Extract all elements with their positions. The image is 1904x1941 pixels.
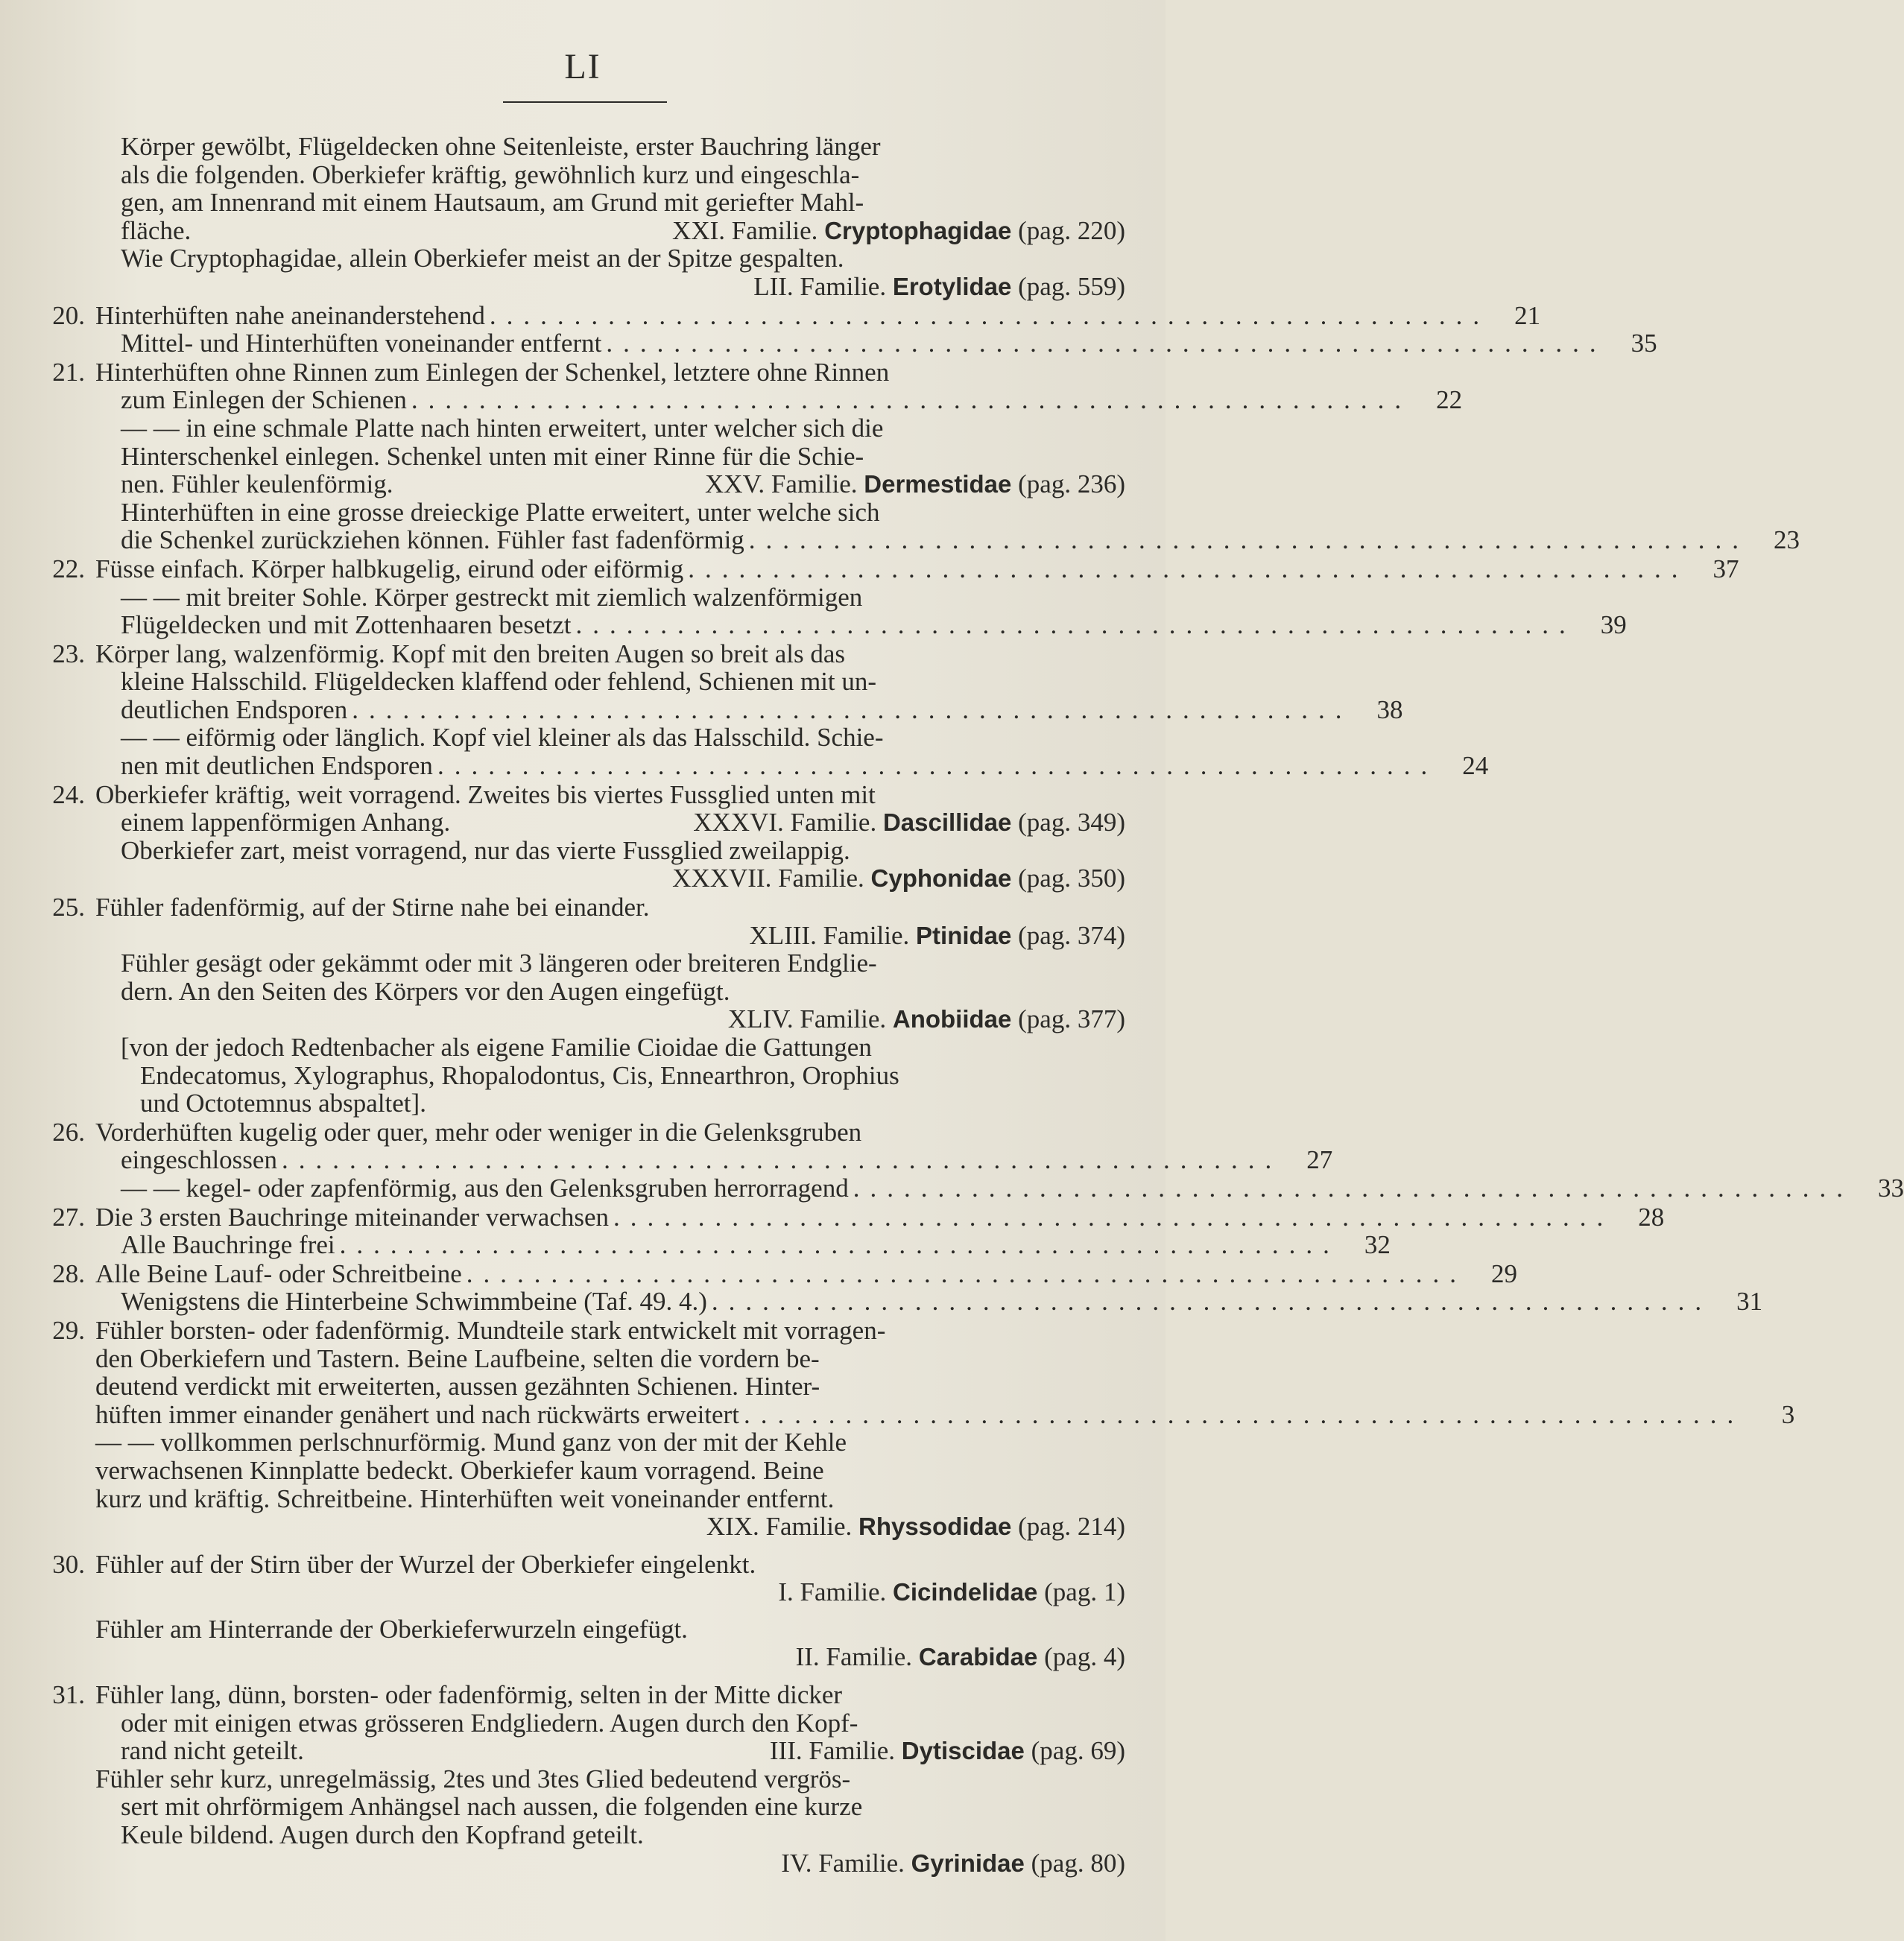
lead-number: 3 [1781, 1399, 1795, 1429]
entry-text: Die 3 ersten Bauchringe miteinander verwachsen [95, 1202, 610, 1232]
entry-text: Fühler am Hinterrande der Oberkieferwurzeln eingefügt. [95, 1614, 688, 1644]
entry-text: Fühler lang, dünn, borsten- oder fadenförmig, selten in der Mitte dicker [95, 1680, 843, 1710]
family-name: Ptinidae [916, 921, 1012, 949]
key-entry-23 [45, 639, 1489, 781]
key-entry-29 [45, 1315, 1795, 1542]
entry-text: Wie Cryptophagidae, allein Oberkiefer meist an der Spitze gespalten. [121, 244, 844, 273]
entry-text: Fühler sehr kurz, unregelmässig, 2tes und 3tes Glied bedeutend vergrös- [95, 1764, 851, 1793]
key-entry-continued [45, 133, 1125, 301]
entry-text: Alle Beine Lauf- oder Schreitbeine [95, 1258, 462, 1288]
entry-text: Füsse einfach. Körper halbkugelig, eirund oder eiförmig [95, 554, 684, 583]
family-reference: XXI. Familie. Cryptophagidae (pag. 220) [672, 215, 1125, 245]
entry-text: Hinterhüften ohne Rinnen zum Einlegen der Schenkel, letztere ohne Rinnen [95, 357, 890, 387]
lead-number: 37 [1712, 554, 1739, 583]
entry-number: 30. [52, 1549, 85, 1579]
entry-text: dern. An den Seiten des Körpers vor den Augen eingefügt. [121, 976, 730, 1006]
entry-text: Wenigstens die Hinterbeine Schwimmbeine (Taf. 49. 4.) [121, 1287, 707, 1317]
key-entry-25 [45, 893, 1125, 1118]
family-name: Dermestidae [864, 470, 1012, 498]
entry-number: 26. [52, 1117, 85, 1147]
family-reference: IV. Familie. Gyrinidae (pag. 80) [781, 1848, 1125, 1878]
entry-text: hüften immer einander genähert und nach rückwärts erweitert [95, 1399, 739, 1429]
leader-dots: ........................................................... [489, 300, 1490, 330]
family-reference: XXV. Familie. Dermestidae (pag. 236) [705, 469, 1125, 499]
key-table [45, 132, 1904, 1878]
leader-dots: ........................................................... [411, 385, 1412, 415]
entry-text: sert mit ohrförmigem Anhängsel nach aussen, die folgenden eine kurze [121, 1792, 863, 1822]
lead-number: 32 [1364, 1230, 1391, 1260]
entry-number: 20. [52, 300, 85, 330]
key-entry-26 [45, 1117, 1904, 1203]
entry-text: Endecatomus, Xylographus, Rhopalodontus, Cis, Ennearthron, Orophius [140, 1060, 899, 1090]
entry-text: nen mit deutlichen Endsporen [121, 751, 433, 781]
entry-text: rand nicht geteilt. [121, 1736, 304, 1766]
page-number: LI [564, 47, 601, 86]
lead-number: 21 [1514, 300, 1541, 330]
lead-number: 28 [1638, 1202, 1665, 1232]
entry-text: Alle Bauchringe frei [121, 1230, 335, 1260]
entry-text: Keule bildend. Augen durch den Kopfrand geteilt. [121, 1820, 644, 1850]
family-reference: II. Familie. Carabidae (pag. 4) [795, 1642, 1125, 1672]
entry-text: kleine Halsschild. Flügeldecken klaffend oder fehlend, Schienen mit un- [121, 667, 877, 697]
entry-text: den Oberkiefern und Tastern. Beine Laufbeine, selten die vordern be- [95, 1343, 820, 1373]
entry-text: zum Einlegen der Schienen [121, 385, 407, 415]
entry-text: Körper lang, walzenförmig. Kopf mit den breiten Augen so breit als das [95, 639, 845, 668]
key-entry-24 [45, 781, 1125, 893]
entry-text: eingeschlossen [121, 1145, 277, 1175]
entry-text: kurz und kräftig. Schreitbeine. Hinterhüften weit voneinander entfernt. [95, 1484, 835, 1513]
entry-text: Körper gewölbt, Flügeldecken ohne Seitenleiste, erster Bauchring länger [121, 132, 881, 161]
key-entry-27 [45, 1202, 1665, 1260]
family-reference: I. Familie. Cicindelidae (pag. 1) [778, 1577, 1125, 1607]
lead-number: 24 [1462, 751, 1489, 781]
lead-number: 27 [1306, 1145, 1333, 1175]
family-name: Dytiscidae [901, 1737, 1025, 1765]
family-reference: XLIII. Familie. Ptinidae (pag. 374) [749, 920, 1125, 950]
leader-dots: ........................................................... [606, 329, 1607, 358]
entry-text: Oberkiefer kräftig, weit vorragend. Zweites bis viertes Fussglied unten mit [95, 779, 876, 809]
entry-number: 25. [52, 893, 85, 922]
leader-dots: ........................................................... [748, 525, 1750, 555]
lead-number: 22 [1436, 385, 1463, 415]
family-reference: XXXVI. Familie. Dascillidae (pag. 349) [693, 808, 1125, 837]
header-rule [503, 101, 667, 103]
entry-text: Hinterschenkel einlegen. Schenkel unten mit einer Rinne für die Schie- [121, 441, 864, 471]
entry-number: 28. [52, 1258, 85, 1288]
entry-text: und Octotemnus abspaltet]. [140, 1089, 426, 1118]
entry-text: Flügeldecken und mit Zottenhaaren besetzt [121, 610, 572, 640]
family-reference: XIX. Familie. Rhyssodidae (pag. 214) [706, 1512, 1125, 1542]
family-reference: LII. Familie. Erotylidae (pag. 559) [753, 271, 1125, 301]
entry-text: Fühler gesägt oder gekämmt oder mit 3 längeren oder breiteren Endglie- [121, 949, 877, 978]
entry-text: die Schenkel zurückziehen können. Fühler fast fadenförmig [121, 525, 744, 555]
entry-number: 31. [52, 1680, 85, 1710]
entry-number: 23. [52, 639, 85, 668]
entry-text: verwachsenen Kinnplatte bedeckt. Oberkiefer kaum vorragend. Beine [95, 1455, 824, 1485]
entry-text: fläche. [121, 215, 192, 245]
entry-text: nen. Fühler keulenförmig. [121, 469, 393, 499]
family-reference: XLIV. Familie. Anobiidae (pag. 377) [727, 1004, 1125, 1034]
key-entry-20 [45, 300, 1657, 358]
entry-text: Mittel- und Hinterhüften voneinander entfernt [121, 329, 602, 358]
entry-text: Fühler fadenförmig, auf der Stirne nahe bei einander. [95, 893, 650, 922]
lead-number: 38 [1376, 694, 1403, 724]
lead-number: 23 [1774, 525, 1800, 555]
family-name: Cicindelidae [893, 1578, 1038, 1606]
entry-number: 29. [52, 1315, 85, 1345]
entry-text: — — kegel- oder zapfenförmig, aus den Gelenksgruben herrorragend [121, 1173, 849, 1203]
key-entry-28 [45, 1258, 1763, 1317]
entry-number: 22. [52, 554, 85, 583]
entry-text: als die folgenden. Oberkiefer kräftig, gewöhnlich kurz und eingeschla- [121, 159, 860, 189]
leader-dots: ........................................................... [688, 554, 1689, 583]
entry-text: — — eiförmig oder länglich. Kopf viel kleiner als das Halsschild. Schie- [121, 723, 884, 753]
family-reference: III. Familie. Dytiscidae (pag. 69) [769, 1736, 1125, 1766]
leader-dots: ........................................................... [853, 1173, 1853, 1203]
key-entry-31 [45, 1681, 1125, 1877]
entry-text: Hinterhüften in eine grosse dreieckige Platte erweitert, unter welche sich [121, 497, 880, 527]
entry-text: — — mit breiter Sohle. Körper gestreckt mit ziemlich walzenförmigen [121, 582, 863, 612]
lead-number: 35 [1631, 329, 1657, 358]
family-name: Cryptophagidae [824, 216, 1012, 244]
entry-text: — — vollkommen perlschnurförmig. Mund ganz von der mit der Kehle [95, 1428, 847, 1457]
entry-number: 27. [52, 1202, 85, 1232]
entry-text: Vorderhüften kugelig oder quer, mehr oder weniger in die Gelenksgruben [95, 1117, 862, 1147]
leader-dots: ........................................................... [711, 1287, 1712, 1317]
entry-text: deutlichen Endsporen [121, 694, 348, 724]
leader-dots: ........................................................... [575, 610, 1576, 640]
key-entry-22 [45, 554, 1739, 640]
entry-text: Hinterhüften nahe aneinanderstehend [95, 300, 485, 330]
leader-dots: ........................................................... [437, 751, 1438, 781]
leader-dots: ........................................................... [352, 694, 1353, 724]
family-name: Gyrinidae [911, 1849, 1025, 1877]
leader-dots: ........................................................... [466, 1258, 1467, 1288]
entry-number: 21. [52, 357, 85, 387]
family-name: Anobiidae [892, 1005, 1012, 1033]
lead-number: 39 [1600, 610, 1627, 640]
family-name: Dascillidae [882, 808, 1012, 837]
leader-dots: ........................................................... [281, 1145, 1282, 1175]
entry-number: 24. [52, 779, 85, 809]
key-entry-21 [45, 357, 1800, 555]
key-entry-30 [45, 1551, 1125, 1671]
entry-text: oder mit einigen etwas grösseren Endgliedern. Augen durch den Kopf- [121, 1708, 858, 1738]
family-name: Rhyssodidae [858, 1513, 1012, 1541]
entry-text: [von der jedoch Redtenbacher als eigene Familie Cioidae die Gattungen [121, 1033, 872, 1062]
lead-number: 31 [1736, 1287, 1763, 1317]
entry-text: — — in eine schmale Platte nach hinten erweitert, unter welcher sich die [121, 413, 884, 443]
entry-text: Fühler auf der Stirn über der Wurzel der Oberkiefer eingelenkt. [95, 1549, 756, 1579]
family-reference: XXXVII. Familie. Cyphonidae (pag. 350) [672, 864, 1125, 893]
leader-dots: ........................................................... [743, 1399, 1745, 1429]
entry-text: Fühler borsten- oder fadenförmig. Mundteile stark entwickelt mit vorragen- [95, 1315, 886, 1345]
leader-dots: ........................................................... [339, 1230, 1340, 1260]
entry-text: Oberkiefer zart, meist vorragend, nur das vierte Fussglied zweilappig. [121, 835, 850, 865]
entry-text: gen, am Innenrand mit einem Hautsaum, am Grund mit geriefter Mahl- [121, 188, 864, 218]
lead-number: 33 [1877, 1173, 1904, 1203]
family-name: Carabidae [918, 1643, 1038, 1671]
family-name: Erotylidae [892, 272, 1012, 300]
entry-text: einem lappenförmigen Anhang. [121, 808, 451, 837]
lead-number: 29 [1491, 1258, 1517, 1288]
family-name: Cyphonidae [870, 864, 1012, 893]
leader-dots: ........................................................... [613, 1202, 1614, 1232]
entry-text: deutend verdickt mit erweiterten, aussen gezähnten Schienen. Hinter- [95, 1372, 820, 1402]
